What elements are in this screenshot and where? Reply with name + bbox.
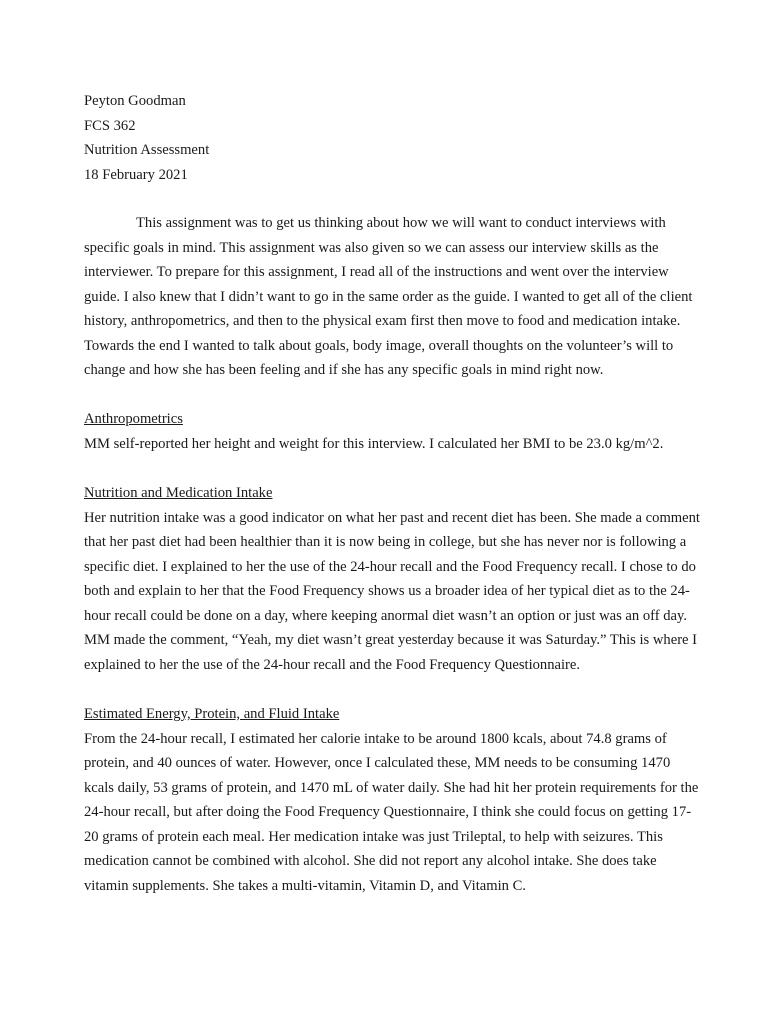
text-line: specific goals in mind. This assignment was also given so we can assess our interview skills as the bbox=[84, 239, 659, 256]
text-line: Her nutrition intake was a good indicator on what her past and recent diet has been. She made a comment bbox=[84, 509, 700, 526]
section-nutrition-medication bbox=[84, 481, 704, 677]
text-line: interviewer. To prepare for this assignment, I read all of the instructions and went over the interview bbox=[84, 264, 669, 280]
text-line: explained to her the use of the 24-hour recall and the Food Frequency Questionnaire. bbox=[84, 656, 581, 673]
text-line: From the 24-hour recall, I estimated her calorie intake to be around 1800 kcals, about 74.8 grams of bbox=[84, 730, 667, 747]
text-line: hour recall could be done on a day, where keeping anormal diet wasn’t an option or just was an off day. bbox=[84, 607, 688, 624]
text-line: MM made the comment, “Yeah, my diet wasn’t great yesterday because it was Saturday.” This is where I bbox=[84, 632, 698, 648]
text-line: history, anthropometrics, and then to the physical exam first then move to food and medication intake. bbox=[84, 313, 681, 329]
text-line: 20 grams of protein each meal. Her medication intake was just Trileptal, to help with seizures. This bbox=[84, 828, 663, 845]
section-energy-protein-fluid bbox=[84, 702, 704, 898]
intro-paragraph bbox=[84, 211, 704, 383]
text-line: change and how she has been feeling and if she has any specific goals in mind right now. bbox=[84, 362, 604, 378]
section-anthropometrics bbox=[84, 407, 704, 456]
text-line: vitamin supplements. She takes a multi-vitamin, Vitamin D, and Vitamin C. bbox=[84, 877, 526, 894]
document-header bbox=[84, 89, 704, 187]
text-line: medication cannot be combined with alcohol. She did not report any alcohol intake. She does take bbox=[84, 853, 657, 869]
text-line: MM self-reported her height and weight for this interview. I calculated her BMI to be 23.0 kg/m^2. bbox=[84, 435, 664, 452]
text-line: both and explain to her that the Food Frequency shows us a broader idea of her typical diet as to the 24- bbox=[84, 583, 690, 599]
text-line: kcals daily, 53 grams of protein, and 1470 mL of water daily. She had hit her protein requirements for the bbox=[84, 779, 699, 796]
text-line: protein, and 40 ounces of water. However, once I calculated these, MM needs to be consuming 1470 bbox=[84, 755, 671, 771]
text-line: guide. I also knew that I didn’t want to go in the same order as the guide. I wanted to get all of the client bbox=[84, 288, 693, 305]
author-name: Peyton Goodman bbox=[84, 93, 186, 109]
section-heading: Estimated Energy, Protein, and Fluid Intake bbox=[84, 706, 340, 722]
text-line: 24-hour recall, but after doing the Food Frequency Questionnaire, I think she could focus on getting 17- bbox=[84, 804, 692, 820]
document-title: Nutrition Assessment bbox=[84, 142, 210, 158]
section-heading: Nutrition and Medication Intake bbox=[84, 485, 273, 501]
text-line: This assignment was to get us thinking about how we will want to conduct interviews with bbox=[136, 215, 666, 231]
text-line: that her past diet had been healthier than it is now being in college, but she has never nor is following a bbox=[84, 534, 687, 550]
document-date: 18 February 2021 bbox=[84, 166, 188, 183]
course-code: FCS 362 bbox=[84, 117, 136, 134]
text-line: specific diet. I explained to her the use of the 24-hour recall and the Food Frequency recall. I chose to do bbox=[84, 558, 696, 575]
text-line: Towards the end I wanted to talk about goals, body image, overall thoughts on the volunteer’s will to bbox=[84, 337, 674, 354]
section-heading: Anthropometrics bbox=[84, 411, 183, 427]
